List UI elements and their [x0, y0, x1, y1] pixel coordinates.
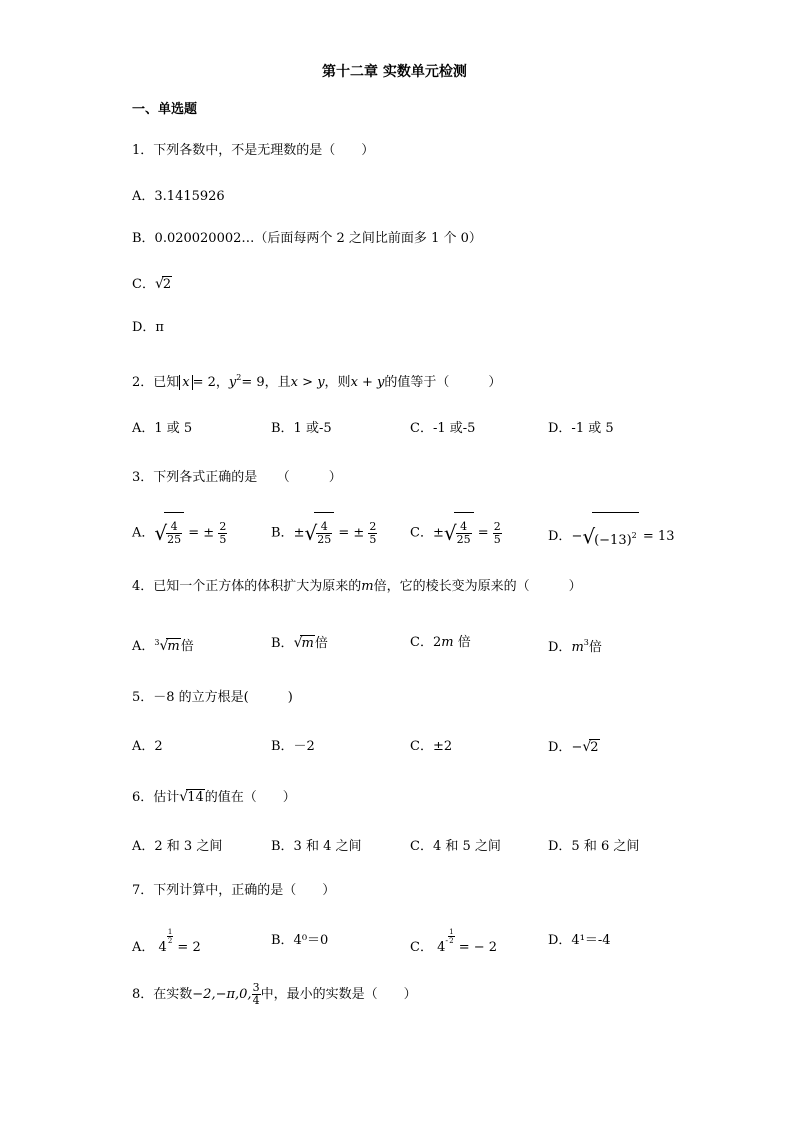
numerator: 1 — [167, 928, 173, 936]
option-label: A． — [132, 940, 155, 955]
question-2-option-c: C．-1 或-5 — [410, 421, 476, 436]
question-3-option-d — [548, 512, 674, 561]
question-4-option-a — [132, 635, 194, 655]
stem-text: 中，最小的实数是（ ） — [260, 987, 417, 1002]
numerator: 4 — [456, 521, 472, 534]
denominator: 5 — [369, 532, 377, 546]
question-4-stem — [132, 579, 582, 595]
radicand: 14 — [187, 790, 204, 805]
sqrt-sign: √ — [159, 638, 169, 654]
question-2-option-d: D．-1 或 5 — [548, 421, 614, 436]
question-5-option-b: B．－2 — [271, 739, 315, 754]
numerator: 3 — [252, 981, 260, 994]
stem-text: 的值等于（ ） — [384, 375, 502, 390]
section-heading: 一、单选题 — [132, 102, 198, 117]
rhs: = 2 — [177, 940, 201, 955]
minus-sign: − — [571, 529, 583, 544]
question-4-option-d — [548, 635, 602, 656]
denominator: 5 — [493, 532, 501, 546]
numerator: 2 — [369, 519, 377, 533]
question-1-stem: 1．下列各数中，不是无理数的是（ ） — [132, 143, 375, 158]
numerator: 1 — [449, 928, 454, 936]
numerator: 2 — [493, 519, 501, 533]
sqrt-sign: √ — [443, 521, 457, 545]
equals-plus-minus: = ± — [188, 525, 215, 541]
stem-text: 6．估计 — [132, 790, 180, 805]
option-label: C． — [132, 277, 155, 292]
coefficient: 2 — [432, 635, 442, 650]
denominator: 25 — [167, 533, 182, 546]
y-var: y — [317, 375, 325, 390]
question-1-option-b: B．0.020020002…（后面每两个 2 之间比前面多 1 个 0） — [132, 231, 482, 246]
sqrt-sign: √ — [179, 789, 189, 805]
denominator: 4 — [252, 994, 260, 1007]
sqrt-sign: √ — [154, 276, 164, 292]
option-label: B． — [271, 525, 294, 541]
question-6-stem — [132, 789, 296, 806]
question-7-stem: 7．下列计算中，正确的是（ ） — [132, 883, 336, 898]
sum-expression: x + y — [350, 375, 385, 390]
denominator: 5 — [219, 532, 227, 546]
question-1-option-d: D．π — [132, 320, 164, 335]
x-var: x — [290, 375, 299, 390]
exponent: 2 — [631, 531, 637, 540]
question-5-option-a: A．2 — [132, 739, 163, 754]
numerator: 4 — [316, 521, 332, 534]
question-6-option-d: D．5 和 6 之间 — [548, 839, 640, 854]
stem-text: ，则 — [324, 375, 351, 390]
sqrt-fraction — [444, 512, 474, 554]
question-3-option-b — [271, 512, 377, 554]
sqrt-fraction — [154, 512, 184, 554]
minus-sign: - — [445, 936, 449, 945]
question-7-option-d: D．4¹＝-4 — [548, 933, 611, 948]
question-2-option-b: B．1 或-5 — [271, 421, 332, 436]
question-3-option-c — [410, 512, 502, 554]
radicand: m — [301, 636, 314, 651]
sqrt-expression — [582, 512, 638, 561]
question-6-option-b: B．3 和 4 之间 — [271, 839, 362, 854]
sqrt-sign: √ — [304, 521, 318, 545]
question-5-option-d — [548, 739, 600, 756]
denominator: 25 — [456, 533, 471, 546]
question-7-option-c — [410, 928, 497, 961]
stem-text: 2．已知 — [132, 375, 180, 390]
stem-text: = 9，且 — [241, 375, 291, 390]
question-5-option-c: C．±2 — [410, 739, 453, 754]
base: 4 — [158, 940, 167, 955]
question-8-stem — [132, 980, 417, 1010]
y-var: y — [228, 375, 237, 390]
unit-text: 倍 — [180, 639, 194, 654]
numerator: 2 — [219, 519, 227, 533]
question-7-option-b: B．4⁰＝0 — [271, 933, 329, 948]
question-5-stem: 5．－8 的立方根是( ) — [132, 690, 293, 705]
stem-text: 4．已知一个正方体的体积扩大为原来的 — [132, 579, 362, 594]
sqrt-sign: √ — [582, 524, 596, 549]
m-var: m — [361, 579, 374, 594]
question-4-option-b — [271, 635, 328, 652]
option-label: C． — [410, 940, 433, 955]
rhs: = 13 — [642, 529, 675, 544]
sqrt-sign: √ — [154, 521, 168, 545]
question-7-option-a — [132, 928, 201, 961]
exponent: 3 — [583, 638, 589, 647]
radicand: (−13) — [594, 533, 632, 548]
question-6-option-a: A．2 和 3 之间 — [132, 839, 223, 854]
option-label: D． — [548, 740, 572, 755]
radicand: 2 — [162, 277, 172, 292]
page-title: 第十二章 实数单元检测 — [322, 64, 467, 80]
denominator: 2 — [449, 937, 454, 945]
question-1-option-a: A．3.1415926 — [132, 189, 225, 204]
plus-minus: ± — [293, 525, 305, 541]
m-var: m — [441, 635, 454, 650]
operator: > — [298, 375, 318, 390]
stem-text: = 2， — [192, 375, 229, 390]
option-label: A． — [132, 639, 155, 654]
question-3-option-a — [132, 512, 227, 554]
stem-text: 的值在（ ） — [204, 790, 296, 805]
question-2-stem — [132, 370, 501, 391]
minus-sign: − — [571, 740, 583, 755]
equals: = — [477, 525, 489, 541]
stem-text: 倍，它的棱长变为原来的（ ） — [373, 579, 582, 594]
question-4-option-c — [410, 635, 471, 651]
numerator: 4 — [166, 521, 182, 534]
root-index: 3 — [154, 638, 160, 647]
sqrt-fraction — [304, 512, 334, 554]
question-3-stem: 3．下列各式正确的是 （ ） — [132, 470, 342, 485]
unit-text: 倍 — [588, 640, 602, 655]
question-1-option-c — [132, 276, 172, 293]
m-var: m — [571, 640, 584, 655]
unit-text: 倍 — [314, 636, 328, 651]
question-2-option-a: A．1 或 5 — [132, 421, 193, 436]
question-6-option-c: C．4 和 5 之间 — [410, 839, 501, 854]
option-label: C． — [410, 525, 433, 541]
unit-text: 倍 — [457, 635, 471, 650]
rhs: = − 2 — [458, 940, 498, 955]
plus-minus: ± — [432, 525, 444, 541]
option-label: B． — [271, 636, 294, 651]
radicand: 2 — [590, 740, 599, 755]
option-label: A． — [132, 525, 155, 541]
equals-plus-minus: = ± — [338, 525, 365, 541]
stem-text: 8．在实数 — [132, 987, 193, 1002]
abs-x: x — [179, 375, 192, 390]
option-label: D． — [548, 640, 572, 655]
radicand: m — [167, 639, 180, 654]
base: 4 — [437, 940, 446, 955]
option-label: D． — [548, 529, 572, 544]
sqrt-sign: √ — [293, 635, 303, 651]
denominator: 25 — [317, 533, 332, 546]
option-label: C． — [410, 635, 433, 650]
number-list: −2,−π,0, — [192, 987, 252, 1002]
sqrt-sign: √ — [582, 739, 592, 755]
denominator: 2 — [167, 937, 173, 945]
exponent: 2 — [236, 373, 242, 382]
